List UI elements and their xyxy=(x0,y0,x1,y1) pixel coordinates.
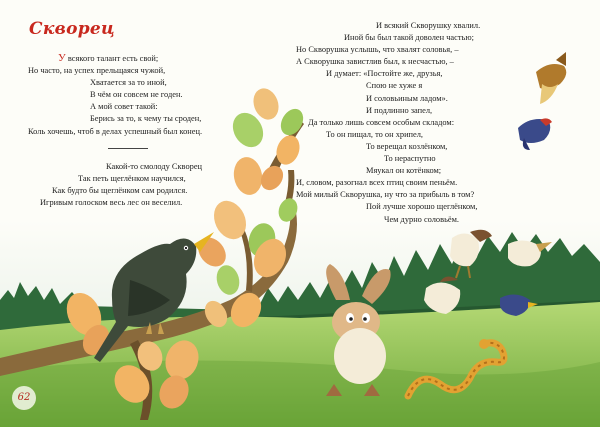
poem-line xyxy=(16,52,271,65)
poem-line: Хватается за то иной, xyxy=(90,78,167,88)
poem-line: Спою не хуже я xyxy=(366,81,423,91)
poem-line: Игривым голоском весь лес он веселил. xyxy=(40,197,183,207)
poem-left-column xyxy=(16,52,271,209)
poem-line: Но Скворушка услышь, что хвалят соловья, – xyxy=(296,45,459,55)
poem-line: Мой милый Скворушка, ну что за прибыль в том? xyxy=(296,190,475,200)
poem-line: И, словом, разогнал всех птиц своим пеньём. xyxy=(296,178,458,188)
poem-line: Так петь щеглёнком научился, xyxy=(78,173,186,183)
poem-line: Мяукал он котёнком; xyxy=(366,166,442,176)
poem-line: Берись за то, к чему ты сроден, xyxy=(90,114,202,124)
poem-line: Да только лишь совсем особым складом: xyxy=(308,117,455,127)
poem-line: А Скворушка завистлив был, к несчастью, – xyxy=(296,57,454,67)
stanza-1 xyxy=(16,52,271,138)
poem-line: Пой лучше хорошо щеглёнком, xyxy=(366,202,478,212)
poem-line: То он пищал, то он хрипел, xyxy=(326,129,424,139)
poem-line: Чем дурно соловьём. xyxy=(384,214,459,224)
poem-line: То нераспутно xyxy=(384,154,436,164)
poem-line: И думает: «Постойте же, друзья, xyxy=(326,69,443,79)
poem-title: Скворец xyxy=(29,19,115,39)
drop-cap: У xyxy=(58,52,66,64)
poem-line: А мой совет такой: xyxy=(90,102,158,112)
poem-line: Какой-то смолоду Скворец xyxy=(106,161,203,171)
poem-right-column xyxy=(296,20,541,226)
poem-line: То верещал козлёнком, xyxy=(366,141,448,151)
poem-line: И соловьиным ладом». xyxy=(366,93,448,103)
stanza-2 xyxy=(16,161,271,209)
poem-line: И всякий Скворушку хвалил. xyxy=(376,21,481,30)
poem-line: Но часто, на успех прельщаяся чужой, xyxy=(28,66,166,76)
stanza-separator xyxy=(108,148,148,149)
poem-line: Коль хочешь, чтоб в делах успешный был конец. xyxy=(28,126,203,136)
poem-line: Иной бы был такой доволен частью; xyxy=(344,33,474,43)
poem-line: Как будто бы щеглёнком сам родился. xyxy=(52,185,188,195)
poem-line: И подлинно запел, xyxy=(366,105,433,115)
poem-line-text: всякого талант есть свой; xyxy=(65,54,159,63)
poem-line: В чём он совсем не годен. xyxy=(90,90,183,100)
page-number: 62 xyxy=(12,386,36,410)
